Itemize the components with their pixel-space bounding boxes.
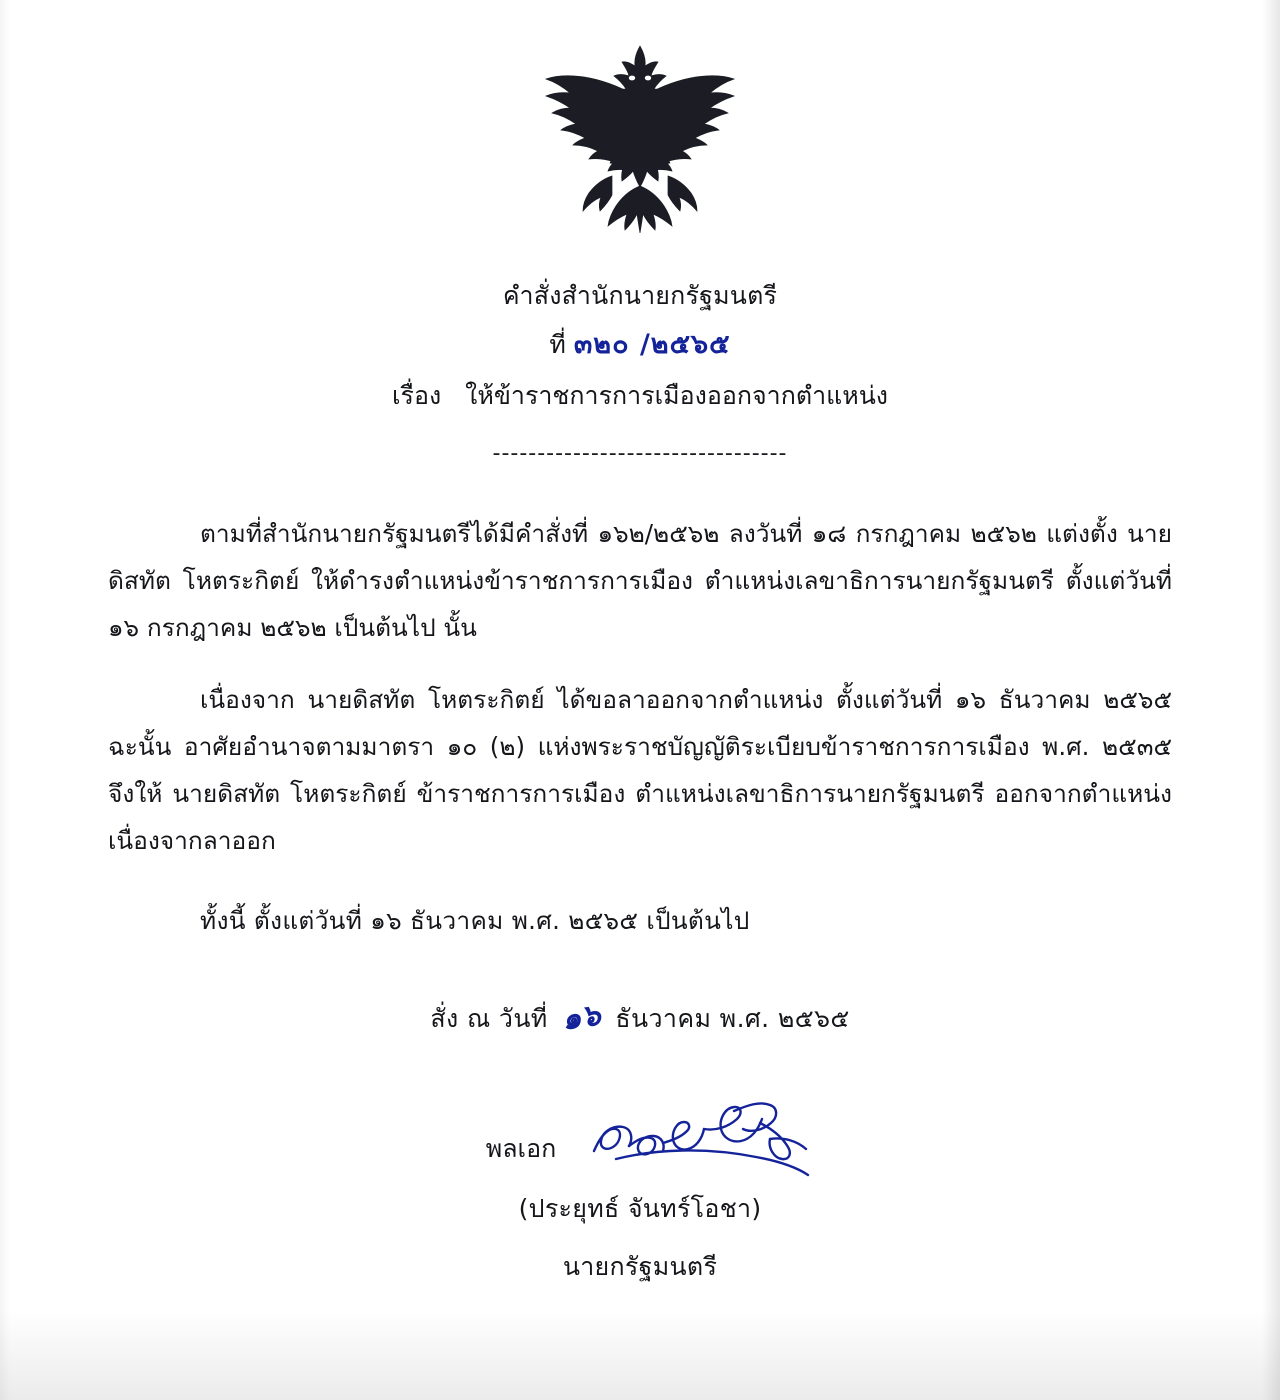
signature-row bbox=[108, 1093, 1172, 1173]
issue-date-suffix: ธันวาคม พ.ศ. ๒๕๖๕ bbox=[615, 1004, 850, 1034]
body-paragraph-2: เนื่องจาก นายดิสทัต โหตระกิตย์ ได้ขอลาออกจากตำแหน่ง ตั้งแต่วันที่ ๑๖ ธันวาคม ๒๕๖๕ ฉะนั้น อาศัยอำนาจตามมาตรา ๑๐ (๒) แห่งพระราชบัญญัติระเบียบข้าราชการการเมือง พ.ศ. ๒๕๓๕ จึงให้ นายดิสทัต โหตระกิตย์ ข้าราชการการเมือง ตำแหน่งเลขาธิการนายกรัฐมนตรี ออกจากตำแหน่งเนื่องจากลาออก bbox=[108, 684, 1172, 855]
order-number-line bbox=[108, 327, 1172, 363]
order-number-value: ๓๒๐ /๒๕๖๕ bbox=[573, 328, 731, 360]
garuda-emblem-icon bbox=[540, 38, 740, 253]
signer-title: นายกรัฐมนตรี bbox=[562, 1252, 718, 1282]
order-number-label: ที่ bbox=[549, 329, 566, 359]
header-divider: --------------------------------- bbox=[492, 440, 788, 466]
issue-date-line bbox=[108, 994, 1172, 1041]
document-title: คำสั่งสำนักนายกรัฐมนตรี bbox=[502, 281, 778, 310]
subject-value: ให้ข้าราชการการเมืองออกจากตำแหน่ง bbox=[465, 381, 888, 411]
signature-block bbox=[108, 1093, 1172, 1287]
signer-name: (ประยุทธ์ จันทร์โอชา) bbox=[518, 1194, 762, 1224]
signer-rank: พลเอก bbox=[485, 1134, 557, 1164]
paper-edge-shadow-bottom bbox=[0, 1310, 1280, 1400]
subject-line bbox=[108, 379, 1172, 413]
issue-date-day-handwritten: ๑๖ bbox=[559, 997, 604, 1038]
document-body bbox=[108, 510, 1172, 944]
document-header bbox=[108, 279, 1172, 466]
body-paragraph-1: ตามที่สำนักนายกรัฐมนตรีได้มีคำสั่งที่ ๑๖๒/๒๕๖๒ ลงวันที่ ๑๘ กรกฎาคม ๒๕๖๒ แต่งตั้ง นายดิสทัต โหตระกิตย์ ให้ดำรงตำแหน่งข้าราชการการเมือง ตำแหน่งเลขาธิการนายกรัฐมนตรี ตั้งแต่วันที่ ๑๖ กรกฎาคม ๒๕๖๒ เป็นต้นไป นั้น bbox=[108, 518, 1172, 642]
emblem-container bbox=[108, 0, 1172, 253]
handwritten-signature-icon bbox=[584, 1093, 834, 1179]
body-paragraph-3: ทั้งนี้ ตั้งแต่วันที่ ๑๖ ธันวาคม พ.ศ. ๒๕๖๕ เป็นต้นไป bbox=[200, 905, 750, 935]
issue-date-prefix: สั่ง ณ วันที่ bbox=[430, 1004, 548, 1034]
subject-label: เรื่อง bbox=[391, 381, 442, 411]
